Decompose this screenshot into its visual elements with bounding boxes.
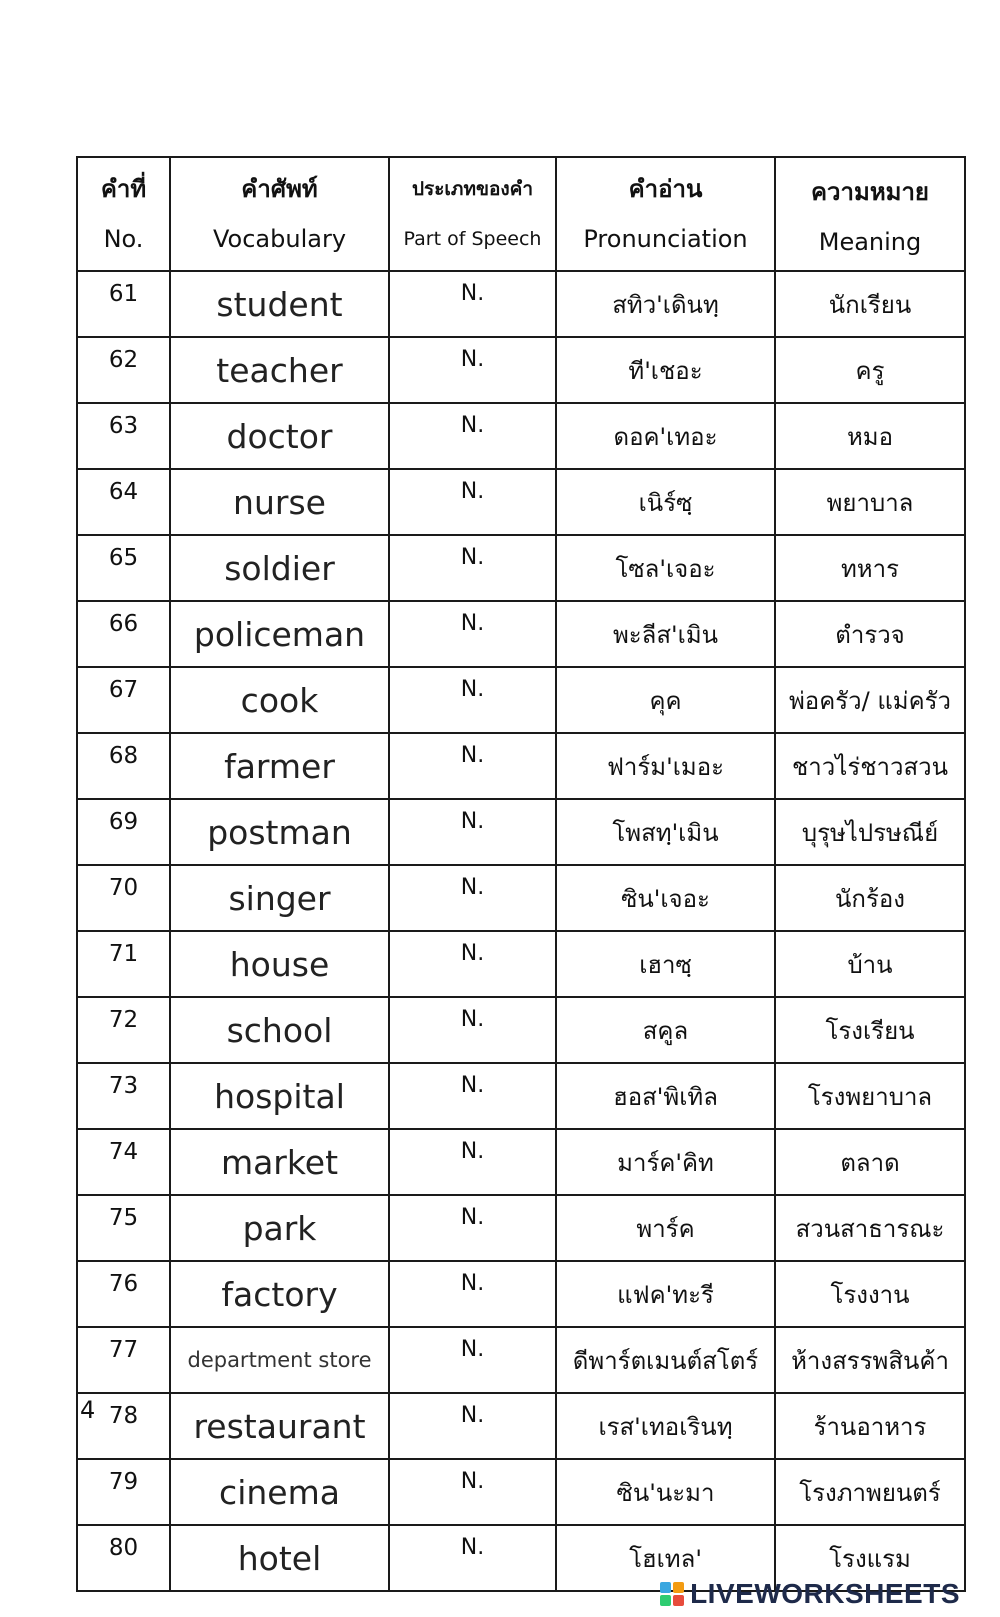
part-of-speech: N.	[389, 733, 556, 799]
table-row	[77, 1393, 965, 1459]
header-no-thai: คำที่	[100, 175, 147, 203]
pronunciation: ที'เชอะ	[556, 337, 775, 403]
row-number: 69	[77, 799, 170, 865]
table-row	[77, 337, 965, 403]
table-row	[77, 733, 965, 799]
row-number: 79	[77, 1459, 170, 1525]
part-of-speech: N.	[389, 601, 556, 667]
header-pronunciation	[556, 157, 775, 271]
table-row	[77, 535, 965, 601]
table-row	[77, 403, 965, 469]
vocabulary-word: market	[170, 1129, 389, 1195]
table-row	[77, 799, 965, 865]
part-of-speech: N.	[389, 1129, 556, 1195]
table-row	[77, 601, 965, 667]
table-row	[77, 931, 965, 997]
meaning: พยาบาล	[775, 469, 965, 535]
pronunciation: ดอค'เทอะ	[556, 403, 775, 469]
meaning: บุรุษไปรษณีย์	[775, 799, 965, 865]
header-pronunciation-english: Pronunciation	[583, 225, 748, 253]
pronunciation: ฮอส'พิเทิล	[556, 1063, 775, 1129]
part-of-speech: N.	[389, 1195, 556, 1261]
part-of-speech: N.	[389, 403, 556, 469]
meaning: โรงเรียน	[775, 997, 965, 1063]
logo-square	[673, 1582, 684, 1593]
part-of-speech: N.	[389, 271, 556, 337]
pronunciation: ดีพาร์ตเมนต์สโตร์	[556, 1327, 775, 1393]
row-number: 74	[77, 1129, 170, 1195]
logo-square	[660, 1582, 671, 1593]
pronunciation: ซิน'นะมา	[556, 1459, 775, 1525]
row-number: 76	[77, 1261, 170, 1327]
header-vocabulary	[170, 157, 389, 271]
pronunciation: มาร์ค'คิท	[556, 1129, 775, 1195]
header-no	[77, 157, 170, 271]
meaning: โรงงาน	[775, 1261, 965, 1327]
table-row	[77, 865, 965, 931]
vocabulary-table	[76, 156, 966, 1592]
row-number: 66	[77, 601, 170, 667]
header-no-english: No.	[103, 225, 144, 253]
table-body	[77, 271, 965, 1591]
meaning: นักร้อง	[775, 865, 965, 931]
vocabulary-word: restaurant	[170, 1393, 389, 1459]
meaning: โรงภาพยนตร์	[775, 1459, 965, 1525]
logo-square	[660, 1595, 671, 1606]
pronunciation: พะลีส'เมิน	[556, 601, 775, 667]
header-vocabulary-english: Vocabulary	[212, 225, 347, 253]
vocabulary-word: hotel	[170, 1525, 389, 1591]
part-of-speech: N.	[389, 1327, 556, 1393]
table-row	[77, 667, 965, 733]
pronunciation: พาร์ค	[556, 1195, 775, 1261]
liveworksheets-brand[interactable]	[660, 1578, 960, 1610]
logo-square	[673, 1595, 684, 1606]
vocabulary-word: department store	[170, 1327, 389, 1393]
row-number: 62	[77, 337, 170, 403]
part-of-speech: N.	[389, 1261, 556, 1327]
meaning: พ่อครัว/ แม่ครัว	[775, 667, 965, 733]
table-row	[77, 1261, 965, 1327]
meaning: สวนสาธารณะ	[775, 1195, 965, 1261]
pronunciation: แฟค'ทะรี	[556, 1261, 775, 1327]
part-of-speech: N.	[389, 535, 556, 601]
vocabulary-word: postman	[170, 799, 389, 865]
vocabulary-word: student	[170, 271, 389, 337]
pronunciation: เนิร์ซฺ	[556, 469, 775, 535]
row-number: 61	[77, 271, 170, 337]
header-vocabulary-thai: คำศัพท์	[241, 175, 318, 203]
page-number: 4	[80, 1396, 96, 1424]
row-number: 65	[77, 535, 170, 601]
header-pronunciation-thai: คำอ่าน	[628, 175, 703, 203]
meaning: ตำรวจ	[775, 601, 965, 667]
row-number: 75	[77, 1195, 170, 1261]
header-part-of-speech	[389, 157, 556, 271]
pronunciation: สทิว'เดินทฺ	[556, 271, 775, 337]
row-number: 67	[77, 667, 170, 733]
vocabulary-word: policeman	[170, 601, 389, 667]
part-of-speech: N.	[389, 337, 556, 403]
meaning: โรงพยาบาล	[775, 1063, 965, 1129]
pronunciation: ซิน'เจอะ	[556, 865, 775, 931]
header-meaning-english: Meaning	[818, 228, 922, 256]
vocabulary-word: house	[170, 931, 389, 997]
meaning: หมอ	[775, 403, 965, 469]
table-row	[77, 469, 965, 535]
part-of-speech: N.	[389, 667, 556, 733]
row-number: 77	[77, 1327, 170, 1393]
vocabulary-word: doctor	[170, 403, 389, 469]
row-number: 71	[77, 931, 170, 997]
meaning: นักเรียน	[775, 271, 965, 337]
part-of-speech: N.	[389, 1459, 556, 1525]
part-of-speech: N.	[389, 865, 556, 931]
vocabulary-word: singer	[170, 865, 389, 931]
liveworksheets-logo-icon	[660, 1582, 684, 1606]
table-row	[77, 997, 965, 1063]
table-row	[77, 1195, 965, 1261]
part-of-speech: N.	[389, 469, 556, 535]
row-number: 72	[77, 997, 170, 1063]
row-number: 70	[77, 865, 170, 931]
pronunciation: โซล'เจอะ	[556, 535, 775, 601]
row-number: 63	[77, 403, 170, 469]
pronunciation: คุค	[556, 667, 775, 733]
meaning: โรงแรม	[775, 1525, 965, 1591]
table-row	[77, 271, 965, 337]
part-of-speech: N.	[389, 1393, 556, 1459]
header-pos-thai: ประเภทของคำ	[411, 178, 534, 200]
meaning: ครู	[775, 337, 965, 403]
header-pos-english: Part of Speech	[403, 228, 542, 250]
part-of-speech: N.	[389, 1063, 556, 1129]
vocabulary-word: factory	[170, 1261, 389, 1327]
vocabulary-word: cinema	[170, 1459, 389, 1525]
meaning: บ้าน	[775, 931, 965, 997]
vocabulary-word: teacher	[170, 337, 389, 403]
table-row	[77, 1327, 965, 1393]
row-number: 68	[77, 733, 170, 799]
meaning: ตลาด	[775, 1129, 965, 1195]
brand-name: LIVEWORKSHEETS	[690, 1578, 960, 1609]
meaning: ห้างสรรพสินค้า	[775, 1327, 965, 1393]
header-meaning-thai: ความหมาย	[810, 178, 929, 206]
table-row	[77, 1129, 965, 1195]
vocabulary-word: nurse	[170, 469, 389, 535]
part-of-speech: N.	[389, 799, 556, 865]
table-header	[77, 157, 965, 271]
row-number: 64	[77, 469, 170, 535]
pronunciation: เฮาซฺ	[556, 931, 775, 997]
part-of-speech: N.	[389, 1525, 556, 1591]
table-row	[77, 1459, 965, 1525]
vocabulary-word: soldier	[170, 535, 389, 601]
pronunciation: ฟาร์ม'เมอะ	[556, 733, 775, 799]
meaning: ร้านอาหาร	[775, 1393, 965, 1459]
vocabulary-word: cook	[170, 667, 389, 733]
row-number: 80	[77, 1525, 170, 1591]
pronunciation: โฮเทล'	[556, 1525, 775, 1591]
meaning: ทหาร	[775, 535, 965, 601]
pronunciation: สคูล	[556, 997, 775, 1063]
vocabulary-word: farmer	[170, 733, 389, 799]
part-of-speech: N.	[389, 997, 556, 1063]
row-number: 73	[77, 1063, 170, 1129]
header-meaning	[775, 157, 965, 271]
meaning: ชาวไร่ชาวสวน	[775, 733, 965, 799]
part-of-speech: N.	[389, 931, 556, 997]
row-number: 78	[77, 1393, 170, 1459]
pronunciation: โพสทฺ'เมิน	[556, 799, 775, 865]
pronunciation: เรส'เทอเรินทฺ	[556, 1393, 775, 1459]
vocabulary-word: park	[170, 1195, 389, 1261]
vocabulary-word: hospital	[170, 1063, 389, 1129]
vocabulary-word: school	[170, 997, 389, 1063]
table-row	[77, 1063, 965, 1129]
